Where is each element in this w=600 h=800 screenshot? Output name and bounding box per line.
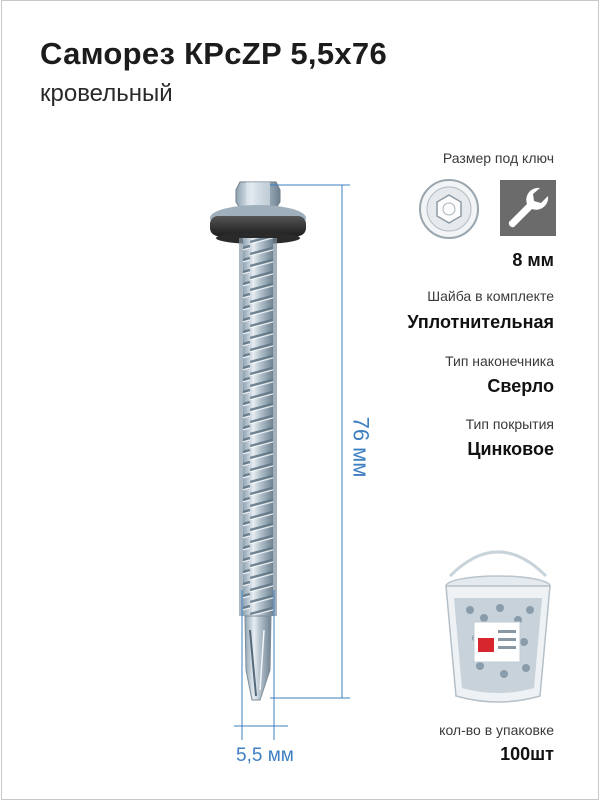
spec-label-coating: Тип покрытия [465,416,554,432]
drill-tip [245,616,271,700]
length-dimension-label: 76 мм [348,416,374,478]
spec-value-quantity: 100шт [500,744,554,764]
hex-head [236,182,280,208]
product-title: Саморез КРсZP 5,5х76 [40,36,387,71]
threaded-shank [239,238,277,616]
product-subtitle: кровельный [40,80,173,107]
spec-value-tip-type: Сверло [487,376,554,396]
spec-label-tip-type: Тип наконечника [445,353,554,369]
spec-label-quantity: кол-во в упаковке [439,722,554,738]
package-bucket-image [440,538,556,713]
wrench-icon [500,180,556,241]
spec-label-wrench-size: Размер под ключ [442,150,554,166]
spec-label-washer: Шайба в комплекте [427,288,554,304]
diameter-dimension-label: 5,5 мм [236,745,294,766]
spec-value-coating: Цинковое [467,439,554,459]
spec-value-washer: Уплотнительная [407,312,554,332]
spec-value-wrench-size: 8 мм [512,250,554,270]
hex-head-icon [418,178,480,245]
